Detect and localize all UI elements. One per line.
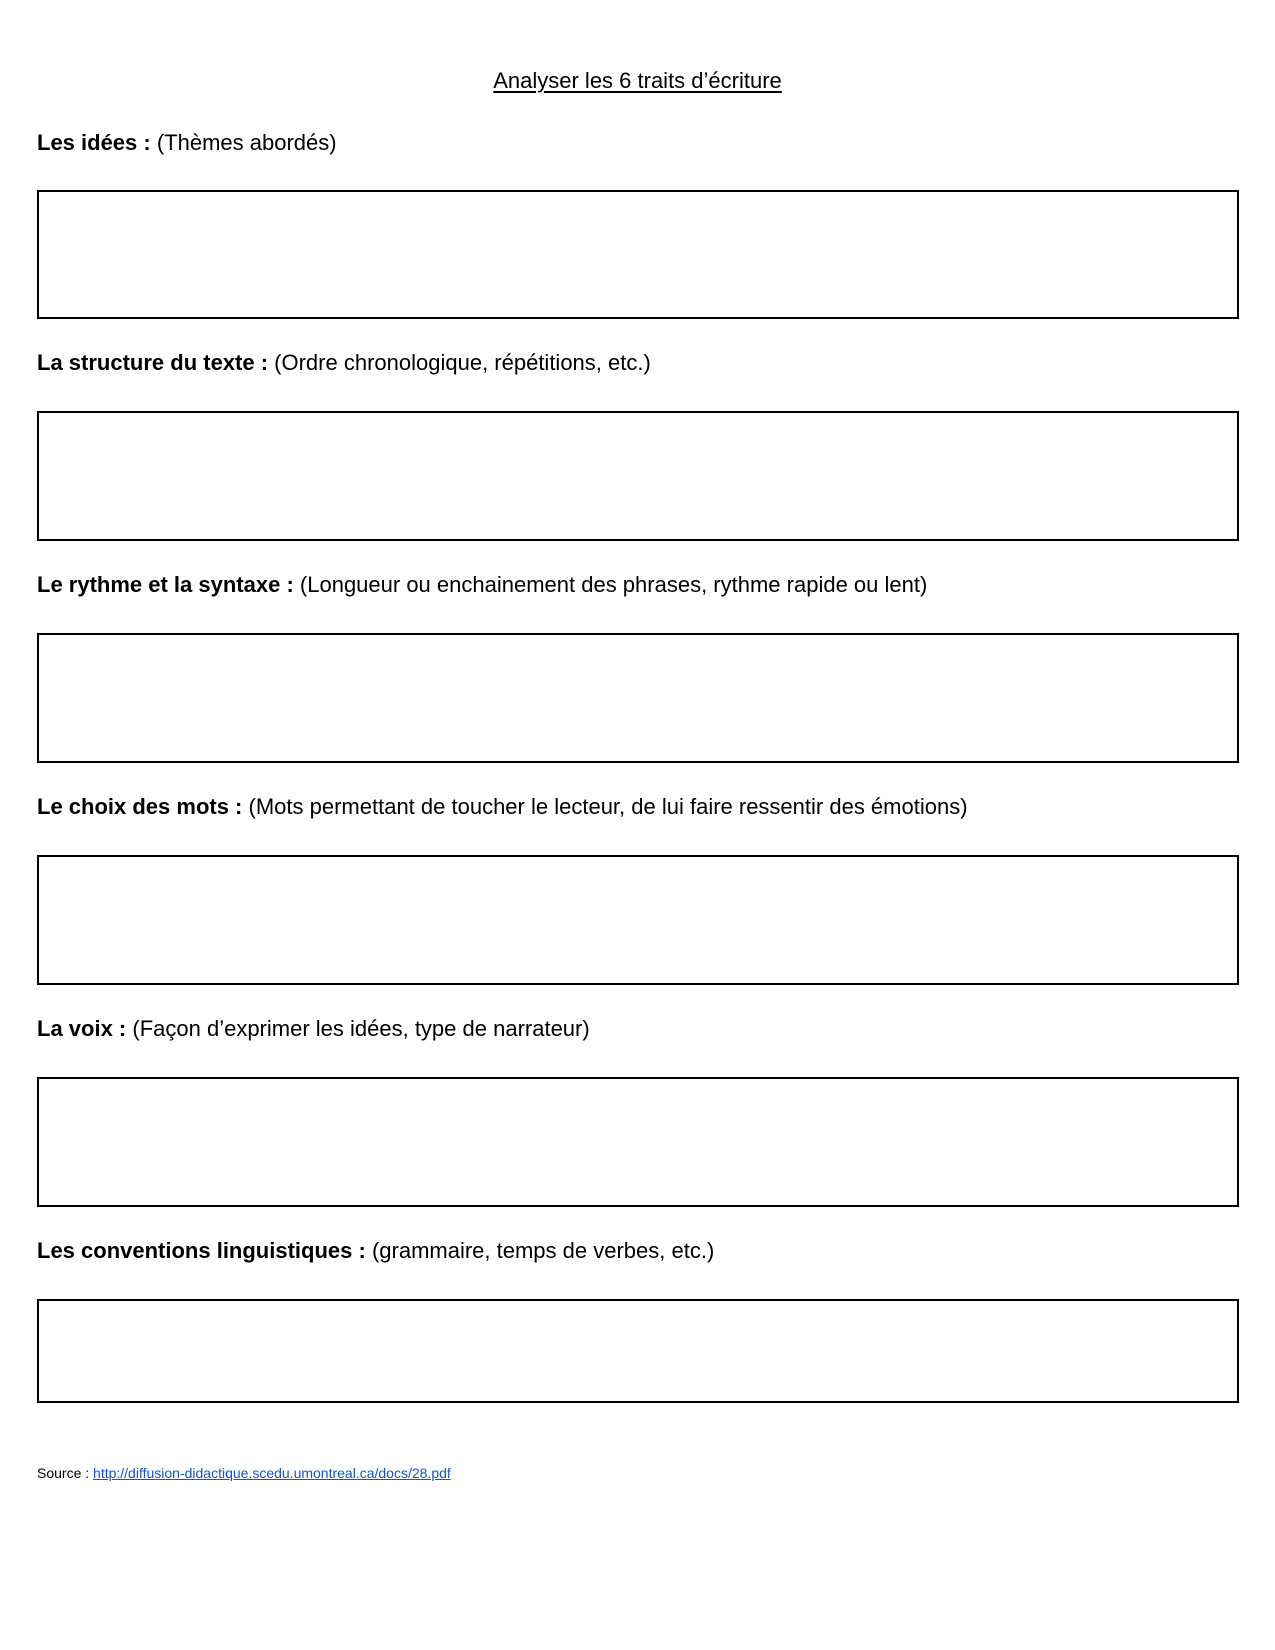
section-term: La structure du texte : <box>37 350 269 375</box>
answer-box-word-choice[interactable] <box>37 855 1239 985</box>
section-hint: (Longueur ou enchainement des phrases, rythme rapide ou lent) <box>299 572 928 597</box>
answer-box-structure[interactable] <box>37 411 1239 541</box>
section-label-voice <box>37 1016 590 1042</box>
answer-box-ideas[interactable] <box>37 190 1239 319</box>
answer-box-conventions[interactable] <box>37 1299 1239 1403</box>
section-hint: (Thèmes abordés) <box>156 130 337 155</box>
section-term: Le choix des mots : <box>37 794 243 819</box>
section-label-structure <box>37 350 651 376</box>
source-link[interactable]: http://diffusion-didactique.scedu.umontreal.ca/docs/28.pdf <box>93 1465 451 1481</box>
section-hint: (grammaire, temps de verbes, etc.) <box>371 1238 715 1263</box>
section-label-rhythm-syntax <box>37 572 927 598</box>
section-label-ideas <box>37 130 337 156</box>
source-note <box>37 1464 451 1482</box>
source-prefix: Source : <box>37 1465 90 1481</box>
section-term: La voix : <box>37 1016 127 1041</box>
section-term: Les idées : <box>37 130 151 155</box>
section-label-conventions <box>37 1238 714 1264</box>
section-term: Le rythme et la syntaxe : <box>37 572 294 597</box>
section-label-word-choice <box>37 794 968 820</box>
section-hint: (Façon d’exprimer les idées, type de narrateur) <box>132 1016 590 1041</box>
section-hint: (Mots permettant de toucher le lecteur, de lui faire ressentir des émotions) <box>248 794 968 819</box>
section-hint: (Ordre chronologique, répétitions, etc.) <box>274 350 651 375</box>
section-term: Les conventions linguistiques : <box>37 1238 366 1263</box>
answer-box-voice[interactable] <box>37 1077 1239 1207</box>
page-title: Analyser les 6 traits d’écriture <box>493 68 782 93</box>
answer-box-rhythm-syntax[interactable] <box>37 633 1239 763</box>
